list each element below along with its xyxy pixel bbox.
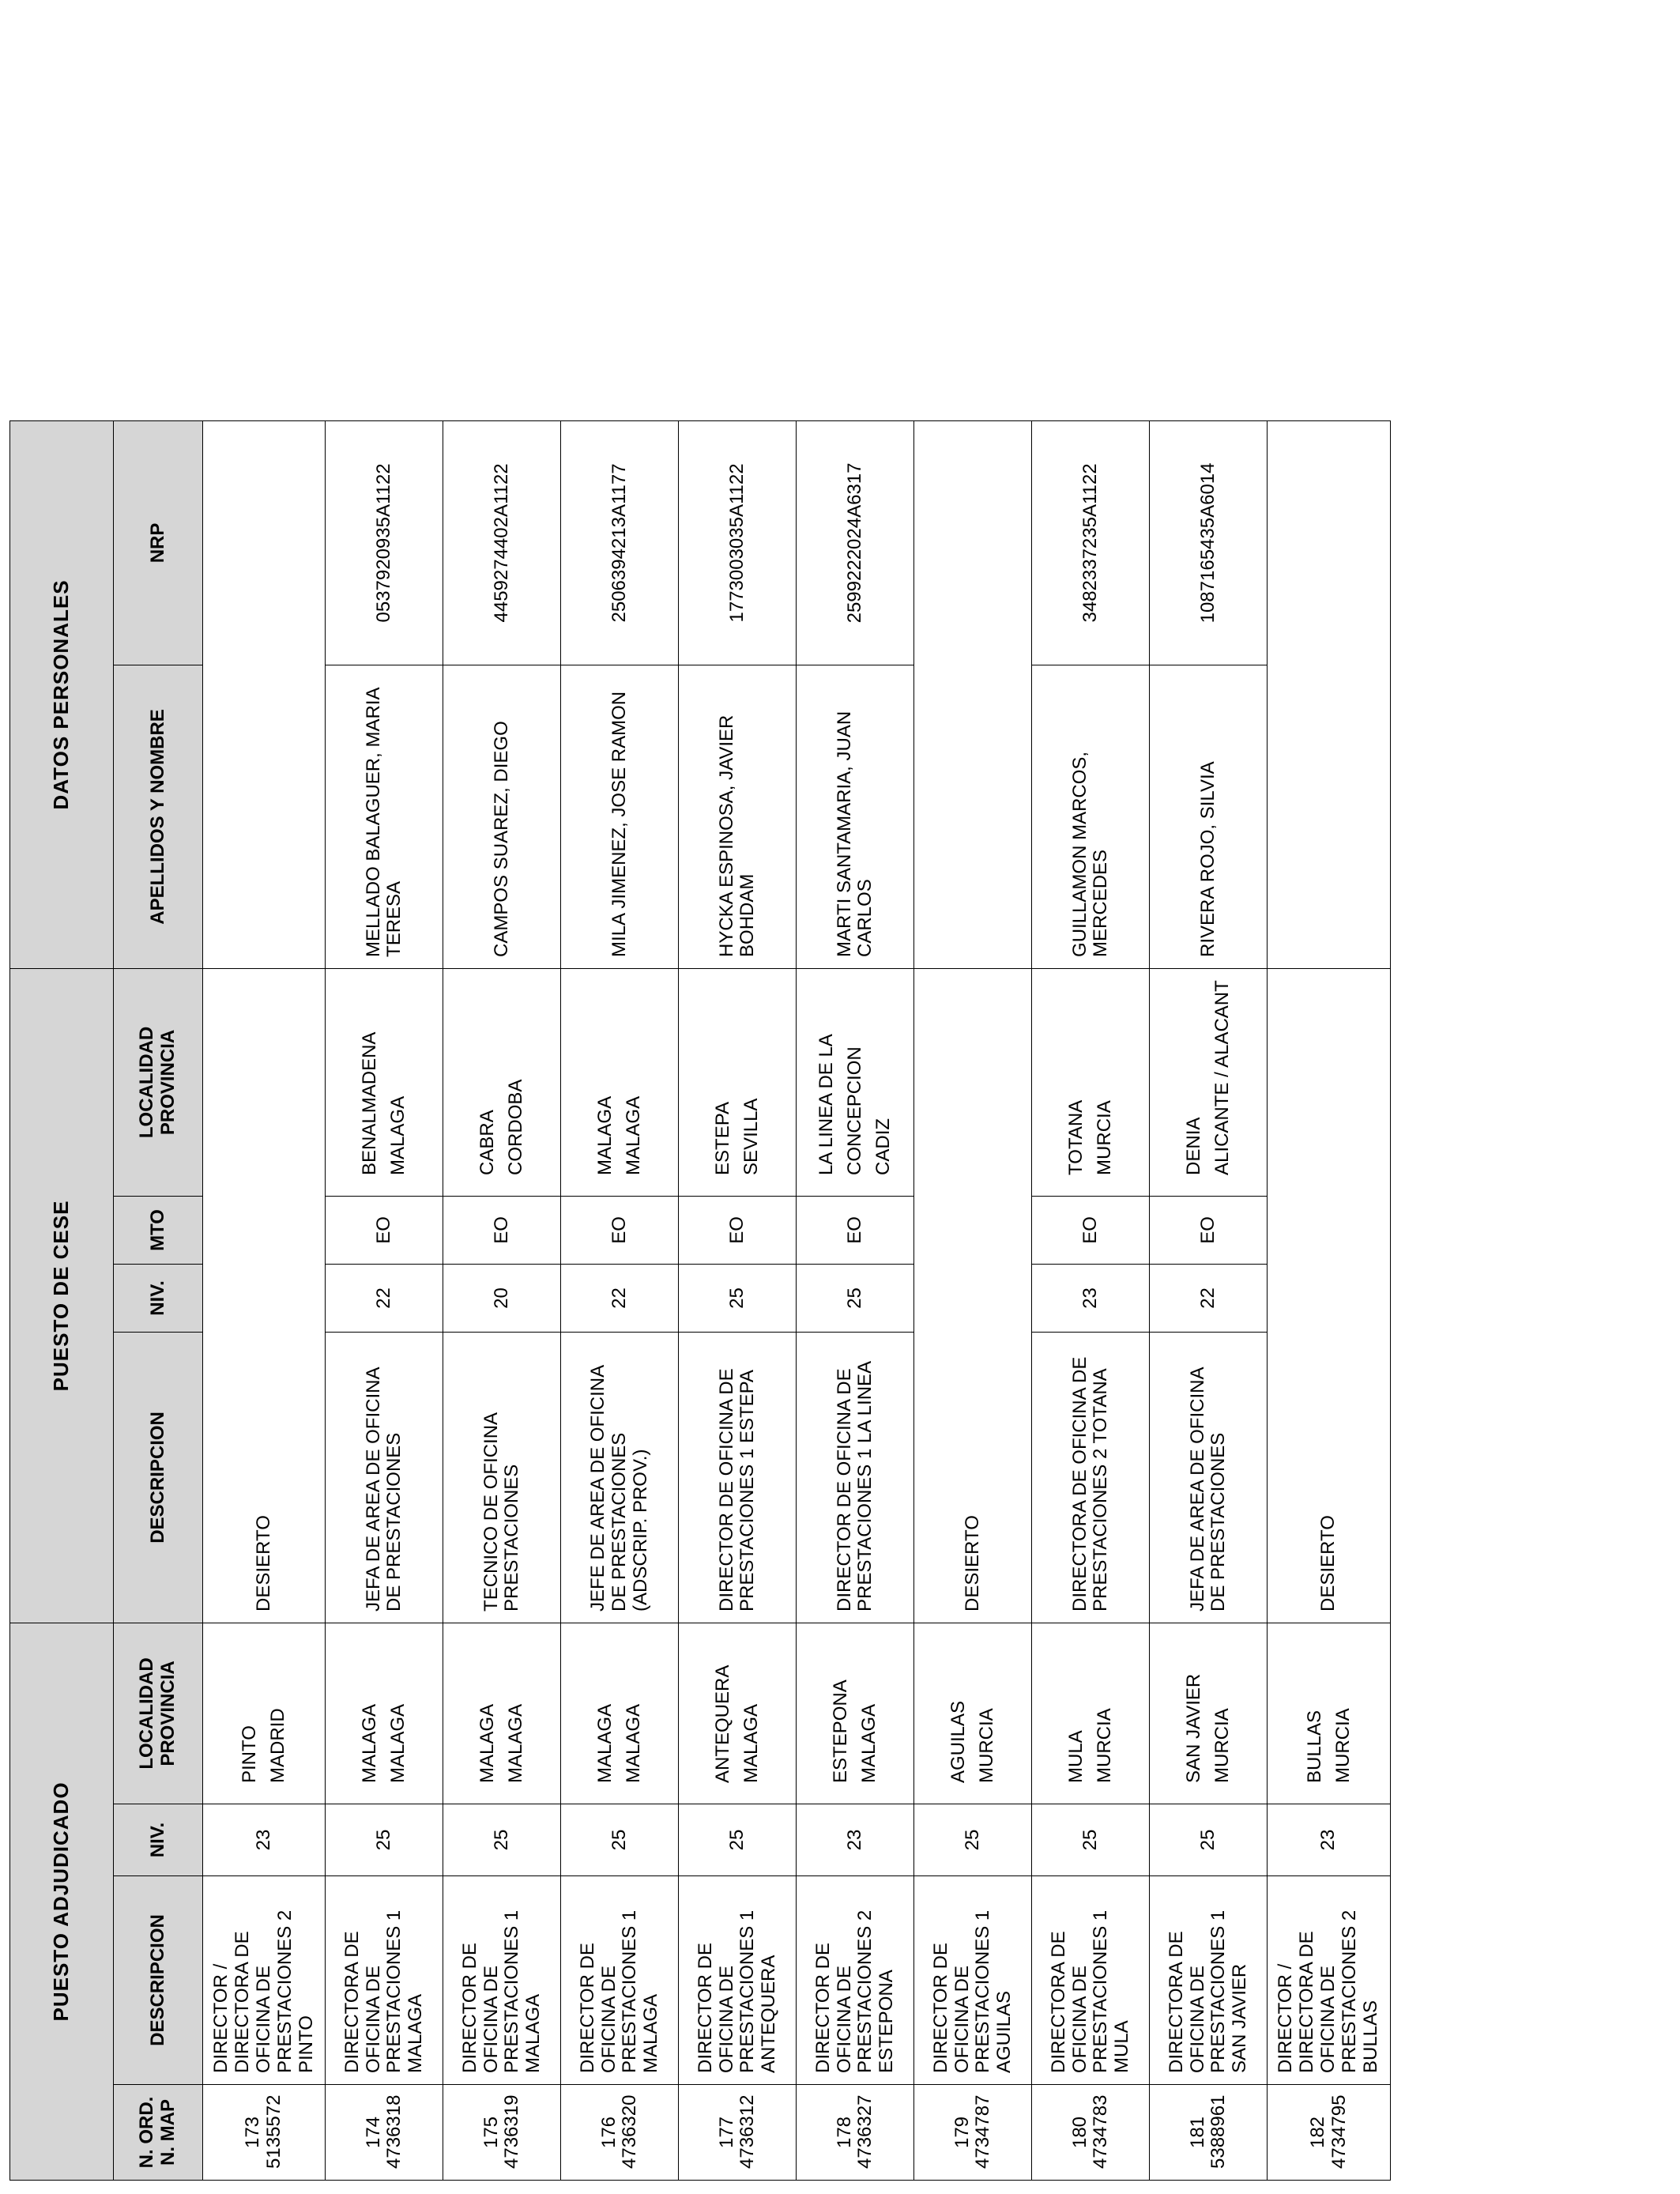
cell-niv: 23	[1268, 1804, 1390, 1876]
cell-mto: EO	[1032, 1196, 1150, 1264]
localidad: ANTEQUERA	[712, 1664, 734, 1783]
blank-margin	[1268, 11, 1390, 420]
cell-localidad	[797, 1623, 914, 1804]
table-row	[679, 11, 797, 2180]
cell-localidad	[679, 1623, 797, 1804]
header-apellidos: APELLIDOS Y NOMBRE	[114, 665, 203, 968]
group-puesto-cese: PUESTO DE CESE	[10, 968, 114, 1623]
group-header-row	[10, 11, 114, 2180]
cell-cese-localidad	[679, 968, 797, 1196]
cell-descripcion: DIRECTORA DE OFICINA DE PRESTACIONES 1 MALAGA	[326, 1876, 443, 2085]
localidad: MALAGA	[477, 1703, 499, 1783]
blank-margin	[10, 11, 114, 420]
cell-nrp: 2506394213A1177	[561, 420, 679, 665]
cell-cese-niv: 22	[1150, 1264, 1268, 1332]
cell-niv: 25	[1032, 1804, 1150, 1876]
map-number: 5388961	[1207, 2094, 1230, 2169]
provincia: MURCIA	[1094, 1708, 1116, 1783]
cell-localidad	[326, 1623, 443, 1804]
ord-number: 176	[597, 2116, 620, 2149]
header-nord-line2: N. MAP	[157, 2099, 179, 2166]
cell-nrp: 1087165435A6014	[1150, 420, 1268, 665]
cese-localidad: TOTANA	[1065, 1099, 1087, 1175]
cell-niv: 25	[443, 1804, 561, 1876]
cell-descripcion: DIRECTOR / DIRECTORA DE OFICINA DE PRESTACIONES 2 PINTO	[203, 1876, 326, 2085]
cell-cese-desierto: DESIERTO	[1268, 968, 1390, 1623]
cell-niv: 25	[1150, 1804, 1268, 1876]
provincia: MURCIA	[976, 1708, 998, 1783]
cese-localidad: DENIA	[1183, 1117, 1205, 1175]
cell-descripcion: DIRECTOR DE OFICINA DE PRESTACIONES 1 MALAGA	[561, 1876, 679, 2085]
cell-apellidos-nombre: MARTI SANTAMARIA, JUAN CARLOS	[797, 665, 914, 968]
localidad: ESTEPONA	[830, 1679, 852, 1783]
cell-nrp: 0537920935A1122	[326, 420, 443, 665]
cell-datos-vacios	[203, 420, 326, 968]
cell-cese-niv: 22	[326, 1264, 443, 1332]
cell-mto: EO	[797, 1196, 914, 1264]
cell-nord	[1032, 2085, 1150, 2181]
table-row	[1150, 11, 1268, 2180]
blank-margin	[326, 11, 443, 420]
cell-cese-descripcion: JEFA DE AREA DE OFICINA DE PRESTACIONES	[1150, 1332, 1268, 1623]
cell-cese-localidad	[326, 968, 443, 1196]
cell-localidad	[914, 1623, 1032, 1804]
cell-descripcion: DIRECTOR DE OFICINA DE PRESTACIONES 2 ESTEPONA	[797, 1876, 914, 2085]
table-row	[443, 11, 561, 2180]
cell-apellidos-nombre: MILA JIMENEZ, JOSE RAMON	[561, 665, 679, 968]
header-nrp: NRP	[114, 420, 203, 665]
map-number: 4736312	[736, 2094, 759, 2169]
provincia: MADRID	[267, 1708, 289, 1783]
cell-apellidos-nombre: HYCKA ESPINOSA, JAVIER BOHDAM	[679, 665, 797, 968]
header-localidad-line1: LOCALIDAD	[136, 1657, 158, 1770]
cell-nrp: 4459274402A1122	[443, 420, 561, 665]
table-row	[203, 11, 326, 2180]
cell-cese-niv: 25	[679, 1264, 797, 1332]
cese-localidad: ESTEPA	[712, 1102, 734, 1175]
map-number: 4734795	[1328, 2094, 1350, 2169]
table-row	[1268, 11, 1390, 2180]
ord-number: 182	[1306, 2116, 1328, 2149]
cell-localidad	[1268, 1623, 1390, 1804]
cell-localidad	[443, 1623, 561, 1804]
ord-number: 179	[951, 2116, 973, 2149]
provincia: MALAGA	[623, 1703, 645, 1783]
header-localidad	[114, 1623, 203, 1804]
cell-nord	[1150, 2085, 1268, 2181]
localidad: BULLAS	[1303, 1710, 1325, 1783]
header-nord	[114, 2085, 203, 2181]
cell-cese-niv: 20	[443, 1264, 561, 1332]
cese-localidad: MALAGA	[594, 1095, 616, 1175]
cell-datos-vacios	[914, 420, 1032, 968]
cell-cese-localidad	[443, 968, 561, 1196]
localidad: SAN JAVIER	[1183, 1673, 1205, 1783]
cese-localidad: BENALMADENA	[359, 1031, 381, 1175]
header-cese-localidad-line1: LOCALIDAD	[136, 1026, 158, 1139]
provincia: MURCIA	[1332, 1708, 1354, 1783]
cell-mto: EO	[326, 1196, 443, 1264]
ord-number: 180	[1068, 2116, 1090, 2149]
cell-niv: 25	[914, 1804, 1032, 1876]
map-number: 4736318	[383, 2094, 405, 2169]
cese-provincia: CADIZ	[872, 1118, 895, 1175]
cell-nord	[203, 2085, 326, 2181]
ord-number: 174	[362, 2116, 384, 2149]
cese-localidad: CABRA	[477, 1110, 499, 1175]
cell-cese-desierto: DESIERTO	[203, 968, 326, 1623]
blank-margin	[679, 11, 797, 420]
map-number: 4736327	[854, 2094, 876, 2169]
cell-apellidos-nombre: MELLADO BALAGUER, MARIA TERESA	[326, 665, 443, 968]
cell-localidad	[203, 1623, 326, 1804]
table-row	[326, 11, 443, 2180]
cell-nord	[679, 2085, 797, 2181]
map-number: 5135572	[263, 2094, 285, 2169]
header-localidad-line2: PROVINCIA	[157, 1661, 179, 1766]
table-row	[561, 11, 679, 2180]
cell-cese-niv: 25	[797, 1264, 914, 1332]
cell-cese-niv: 23	[1032, 1264, 1150, 1332]
blank-margin	[914, 11, 1032, 420]
cell-apellidos-nombre: RIVERA ROJO, SILVIA	[1150, 665, 1268, 968]
cell-localidad	[561, 1623, 679, 1804]
localidad: MALAGA	[594, 1703, 616, 1783]
cell-nord	[797, 2085, 914, 2181]
table-body	[203, 11, 1391, 2180]
cell-nord	[443, 2085, 561, 2181]
cell-nord	[1268, 2085, 1390, 2181]
blank-margin	[797, 11, 914, 420]
rotated-page	[9, 12, 1432, 2181]
cell-mto: EO	[561, 1196, 679, 1264]
cell-descripcion: DIRECTORA DE OFICINA DE PRESTACIONES 1 SAN JAVIER	[1150, 1876, 1268, 2085]
cell-cese-descripcion: TECNICO DE OFICINA PRESTACIONES	[443, 1332, 561, 1623]
blank-margin	[561, 11, 679, 420]
map-number: 4734787	[972, 2094, 994, 2169]
cell-mto: EO	[443, 1196, 561, 1264]
blank-margin	[1150, 11, 1268, 420]
cell-nord	[561, 2085, 679, 2181]
cese-localidad: LA LINEA DE LA CONCEPCION	[816, 1035, 866, 1175]
header-cese-descripcion: DESCRIPCION	[114, 1332, 203, 1623]
cell-apellidos-nombre: GUILLAMON MARCOS, MERCEDES	[1032, 665, 1150, 968]
blank-margin	[1032, 11, 1150, 420]
group-puesto-adjudicado: PUESTO ADJUDICADO	[10, 1623, 114, 2180]
header-niv: NIV.	[114, 1804, 203, 1876]
cell-niv: 25	[326, 1804, 443, 1876]
cese-provincia: MALAGA	[623, 1095, 645, 1175]
cell-cese-localidad	[1150, 968, 1268, 1196]
cell-descripcion: DIRECTOR / DIRECTORA DE OFICINA DE PRESTACIONES 2 BULLAS	[1268, 1876, 1390, 2085]
localidad: PINTO	[239, 1725, 261, 1783]
header-mto: MTO	[114, 1196, 203, 1264]
header-cese-niv: NIV.	[114, 1264, 203, 1332]
ord-number: 173	[242, 2116, 264, 2149]
cese-provincia: MALAGA	[387, 1095, 409, 1175]
ord-number: 175	[480, 2116, 502, 2149]
cell-localidad	[1032, 1623, 1150, 1804]
localidad: MULA	[1065, 1730, 1087, 1783]
cell-datos-vacios	[1268, 420, 1390, 968]
header-cese-localidad	[114, 968, 203, 1196]
cell-nord	[914, 2085, 1032, 2181]
cell-cese-descripcion: DIRECTOR DE OFICINA DE PRESTACIONES 1 ESTEPA	[679, 1332, 797, 1623]
blank-margin	[114, 11, 203, 420]
cell-cese-localidad	[797, 968, 914, 1196]
cell-mto: EO	[1150, 1196, 1268, 1264]
header-cese-localidad-line2: PROVINCIA	[157, 1029, 179, 1136]
map-number: 4736319	[501, 2094, 523, 2169]
cell-localidad	[1150, 1623, 1268, 1804]
adjudicaciones-table	[9, 11, 1391, 2181]
cese-provincia: MURCIA	[1094, 1100, 1116, 1175]
cell-cese-localidad	[1032, 968, 1150, 1196]
cell-descripcion: DIRECTOR DE OFICINA DE PRESTACIONES 1 MALAGA	[443, 1876, 561, 2085]
provincia: MALAGA	[387, 1703, 409, 1783]
cell-nrp: 2599222024A6317	[797, 420, 914, 665]
localidad: AGUILAS	[947, 1700, 970, 1783]
group-datos-personales: DATOS PERSONALES	[10, 420, 114, 968]
ord-number: 177	[715, 2116, 737, 2149]
cell-cese-descripcion: DIRECTORA DE OFICINA DE PRESTACIONES 2 TOTANA	[1032, 1332, 1150, 1623]
cell-cese-localidad	[561, 968, 679, 1196]
blank-margin	[443, 11, 561, 420]
cell-nrp: 1773003035A1122	[679, 420, 797, 665]
table-row	[797, 11, 914, 2180]
table-row	[1032, 11, 1150, 2180]
cell-niv: 23	[203, 1804, 326, 1876]
cese-provincia: ALICANTE / ALACANT	[1211, 980, 1234, 1175]
provincia: MALAGA	[505, 1703, 527, 1783]
provincia: MALAGA	[740, 1703, 763, 1783]
cell-niv: 25	[679, 1804, 797, 1876]
cell-cese-descripcion: JEFE DE AREA DE OFICINA DE PRESTACIONES (ADSCRIP. PROV.)	[561, 1332, 679, 1623]
provincia: MALAGA	[858, 1703, 880, 1783]
table-row	[914, 11, 1032, 2180]
map-number: 4736320	[619, 2094, 641, 2169]
ord-number: 178	[833, 2116, 855, 2149]
column-header-row	[114, 11, 203, 2180]
cese-provincia: SEVILLA	[740, 1098, 763, 1175]
cese-provincia: CORDOBA	[505, 1079, 527, 1175]
cell-niv: 23	[797, 1804, 914, 1876]
cell-descripcion: DIRECTOR DE OFICINA DE PRESTACIONES 1 AGUILAS	[914, 1876, 1032, 2085]
provincia: MURCIA	[1211, 1708, 1234, 1783]
header-nord-line1: N. ORD.	[136, 2096, 158, 2169]
cell-cese-descripcion: JEFA DE AREA DE OFICINA DE PRESTACIONES	[326, 1332, 443, 1623]
ord-number: 181	[1186, 2116, 1208, 2149]
header-descripcion: DESCRIPCION	[114, 1876, 203, 2085]
cell-cese-desierto: DESIERTO	[914, 968, 1032, 1623]
cell-descripcion: DIRECTORA DE OFICINA DE PRESTACIONES 1 MULA	[1032, 1876, 1150, 2085]
cell-descripcion: DIRECTOR DE OFICINA DE PRESTACIONES 1 ANTEQUERA	[679, 1876, 797, 2085]
cell-mto: EO	[679, 1196, 797, 1264]
blank-margin	[203, 11, 326, 420]
cell-apellidos-nombre: CAMPOS SUAREZ, DIEGO	[443, 665, 561, 968]
cell-nrp: 3482337235A1122	[1032, 420, 1150, 665]
localidad: MALAGA	[359, 1703, 381, 1783]
cell-cese-niv: 22	[561, 1264, 679, 1332]
map-number: 4734783	[1090, 2094, 1112, 2169]
cell-niv: 25	[561, 1804, 679, 1876]
cell-nord	[326, 2085, 443, 2181]
cell-cese-descripcion: DIRECTOR DE OFICINA DE PRESTACIONES 1 LA LINEA	[797, 1332, 914, 1623]
